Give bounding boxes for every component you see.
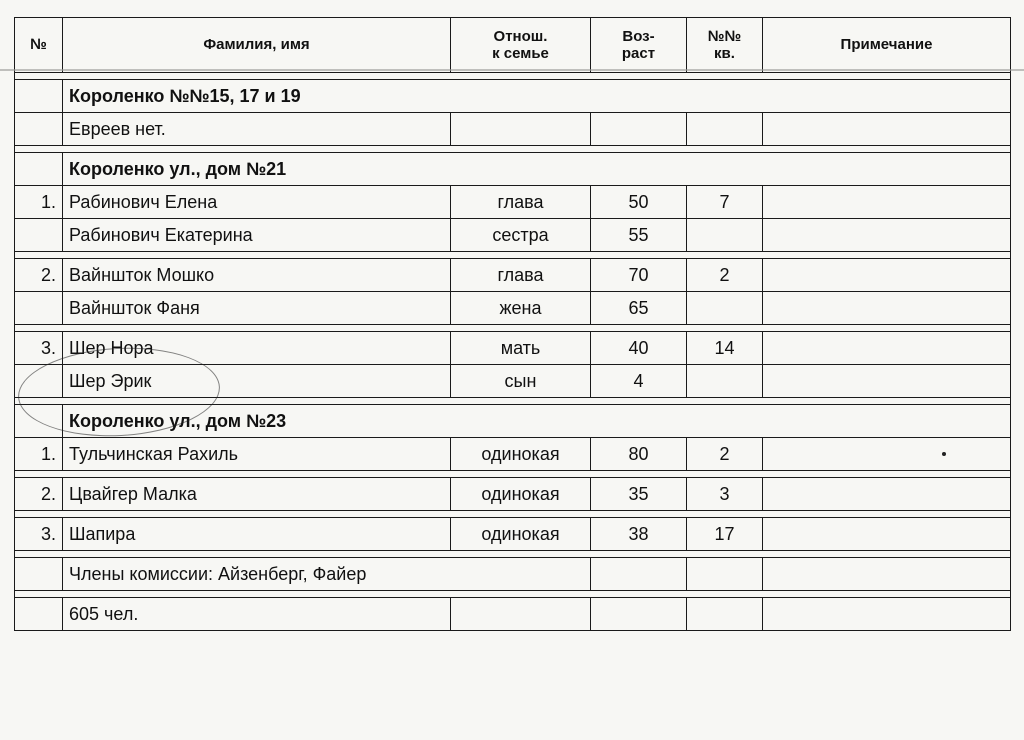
apartment-cell: 7: [687, 186, 763, 219]
age-cell: 80: [591, 438, 687, 471]
number-cell: 2.: [15, 478, 63, 511]
relation-cell: глава: [451, 259, 591, 292]
name-cell: Шер Нора: [63, 332, 451, 365]
age-cell: 50: [591, 186, 687, 219]
name-cell: Вайншток Мошко: [63, 259, 451, 292]
section-header: [15, 405, 1011, 438]
age-cell: 38: [591, 518, 687, 551]
relation-cell: одинокая: [451, 518, 591, 551]
paper-fold-line: [0, 69, 1024, 71]
header-note: Примечание: [763, 18, 1011, 73]
table-row: [15, 292, 1011, 325]
age-cell: 40: [591, 332, 687, 365]
table-row: [15, 186, 1011, 219]
header-apartment: №№ кв.: [687, 18, 763, 73]
relation-cell: глава: [451, 186, 591, 219]
name-cell: Шер Эрик: [63, 365, 451, 398]
section-title: Короленко ул., дом №21: [63, 153, 1011, 186]
number-cell: 1.: [15, 438, 63, 471]
note-cell: [763, 186, 1011, 219]
relation-cell: жена: [451, 292, 591, 325]
header-name: Фамилия, имя: [63, 18, 451, 73]
table-row: [15, 365, 1011, 398]
table-row: [15, 332, 1011, 365]
age-cell: 35: [591, 478, 687, 511]
apartment-cell: 2: [687, 438, 763, 471]
relation-cell: сестра: [451, 219, 591, 252]
number-cell: 3.: [15, 518, 63, 551]
name-cell: Вайншток Фаня: [63, 292, 451, 325]
commission-members: Члены комиссии: Айзенберг, Файер: [63, 558, 591, 591]
relation-cell: одинокая: [451, 438, 591, 471]
relation-cell: сын: [451, 365, 591, 398]
table-row: [15, 259, 1011, 292]
name-cell: Рабинович Екатерина: [63, 219, 451, 252]
apartment-cell: 3: [687, 478, 763, 511]
section-title: Короленко ул., дом №23: [63, 405, 1011, 438]
commission-row: [15, 558, 1011, 591]
number-cell: 1.: [15, 186, 63, 219]
total-count: 605 чел.: [63, 598, 451, 631]
header-row: [15, 18, 1011, 73]
ink-dot: [942, 452, 946, 456]
number-cell: 3.: [15, 332, 63, 365]
header-relation: Отнош. к семье: [451, 18, 591, 73]
table-row: [15, 219, 1011, 252]
name-cell: Тульчинская Рахиль: [63, 438, 451, 471]
table-row: [15, 113, 1011, 146]
number-cell: 2.: [15, 259, 63, 292]
header-age: Воз- раст: [591, 18, 687, 73]
relation-cell: одинокая: [451, 478, 591, 511]
age-cell: 70: [591, 259, 687, 292]
header-no: №: [15, 18, 63, 73]
table-row: [15, 478, 1011, 511]
apartment-cell: 17: [687, 518, 763, 551]
name-cell: Рабинович Елена: [63, 186, 451, 219]
name-cell: Евреев нет.: [63, 113, 451, 146]
apartment-cell: 2: [687, 259, 763, 292]
relation-cell: мать: [451, 332, 591, 365]
name-cell: Шапира: [63, 518, 451, 551]
section-header: [15, 153, 1011, 186]
name-cell: Цвайгер Малка: [63, 478, 451, 511]
table-row: [15, 518, 1011, 551]
apartment-cell: 14: [687, 332, 763, 365]
section-header: [15, 80, 1011, 113]
total-row: [15, 598, 1011, 631]
age-cell: 55: [591, 219, 687, 252]
section-title: Короленко №№15, 17 и 19: [63, 80, 1011, 113]
age-cell: 4: [591, 365, 687, 398]
census-table: [14, 17, 1011, 631]
table-row: [15, 438, 1011, 471]
age-cell: 65: [591, 292, 687, 325]
